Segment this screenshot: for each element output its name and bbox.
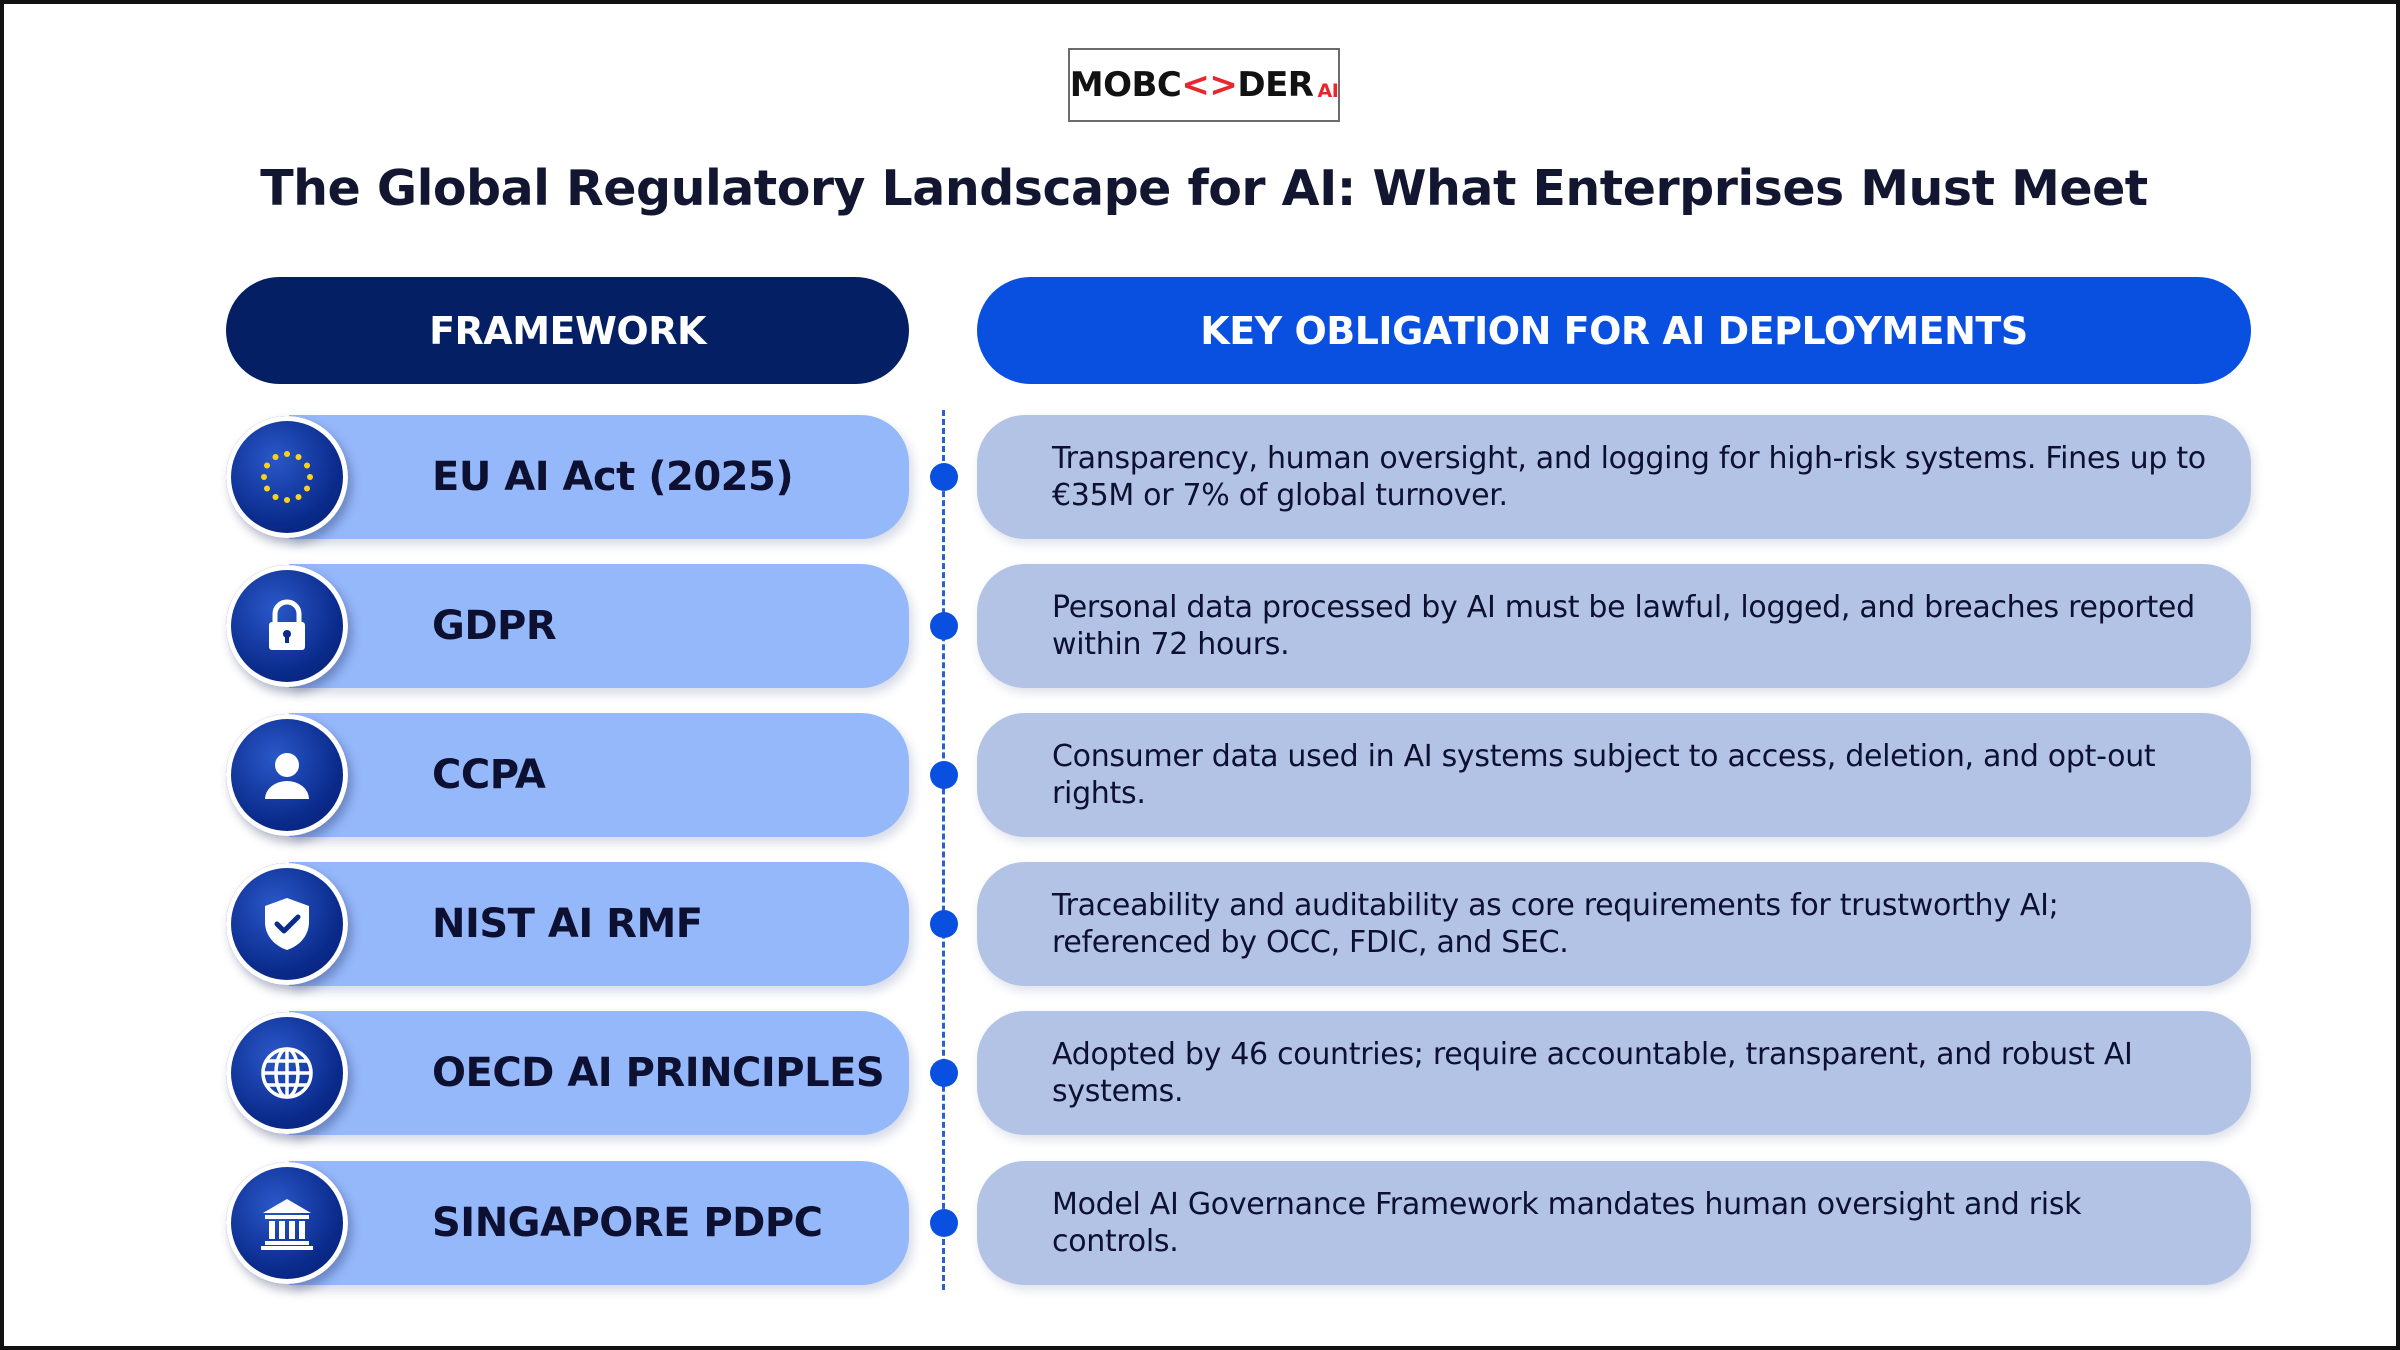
framework-label-nist: NIST AI RMF [432,901,703,947]
obligation-pill-oecd [977,1011,2251,1135]
logo-text-2: DER [1237,65,1314,105]
framework-label-ccpa: CCPA [432,752,546,798]
framework-pill-gdpr [289,564,909,688]
obligation-text-ccpa: Consumer data used in AI systems subject to access, deletion, and opt-out rights. [1052,739,2156,811]
obligation-text-gdpr: Personal data processed by AI must be lawful, logged, and breaches reported within 72 hours. [1052,590,2195,662]
globe-icon [226,1012,348,1134]
eu-flag-icon [226,416,348,538]
obligation-column-header: KEY OBLIGATION FOR AI DEPLOYMENTS [977,277,2251,384]
logo-code-brackets: <> [1181,65,1238,105]
framework-pill-ccpa [289,713,909,837]
timeline-dot [930,463,958,491]
timeline-dot [930,910,958,938]
obligation-text-eu-ai-act: Transparency, human oversight, and logging for high-risk systems. Fines up to €35M or 7% of global turnover. [1052,441,2206,513]
obligation-text-singapore: Model AI Governance Framework mandates human oversight and risk controls. [1052,1187,2082,1259]
obligation-text-oecd: Adopted by 46 countries; require accountable, transparent, and robust AI systems. [1052,1037,2133,1109]
government-building-icon [226,1162,348,1284]
framework-label-eu-ai-act: EU AI Act (2025) [432,454,794,500]
framework-column-header: FRAMEWORK [226,277,909,384]
page-title: The Global Regulatory Landscape for AI: What Enterprises Must Meet [260,160,2148,217]
timeline-dot [930,1059,958,1087]
obligation-text-nist: Traceability and auditability as core requirements for trustworthy AI; referenced by OCC, FDIC, and SEC. [1052,888,2059,960]
obligation-pill-ccpa [977,713,2251,837]
shield-check-icon [226,863,348,985]
obligation-pill-nist [977,862,2251,986]
lock-icon [226,565,348,687]
brand-logo [1068,48,1340,122]
obligation-pill-singapore [977,1161,2251,1285]
framework-label-oecd: OECD AI PRINCIPLES [432,1050,885,1096]
framework-label-singapore: SINGAPORE PDPC [432,1200,823,1246]
obligation-pill-gdpr [977,564,2251,688]
logo-text-1: MOBC [1069,65,1182,105]
logo-ai-suffix: AI [1317,80,1339,102]
user-icon [226,714,348,836]
timeline-dashed-line [942,410,945,1290]
timeline-dot [930,612,958,640]
timeline-dot [930,761,958,789]
timeline-dot [930,1209,958,1237]
framework-label-gdpr: GDPR [432,603,557,649]
obligation-pill-eu-ai-act [977,415,2251,539]
